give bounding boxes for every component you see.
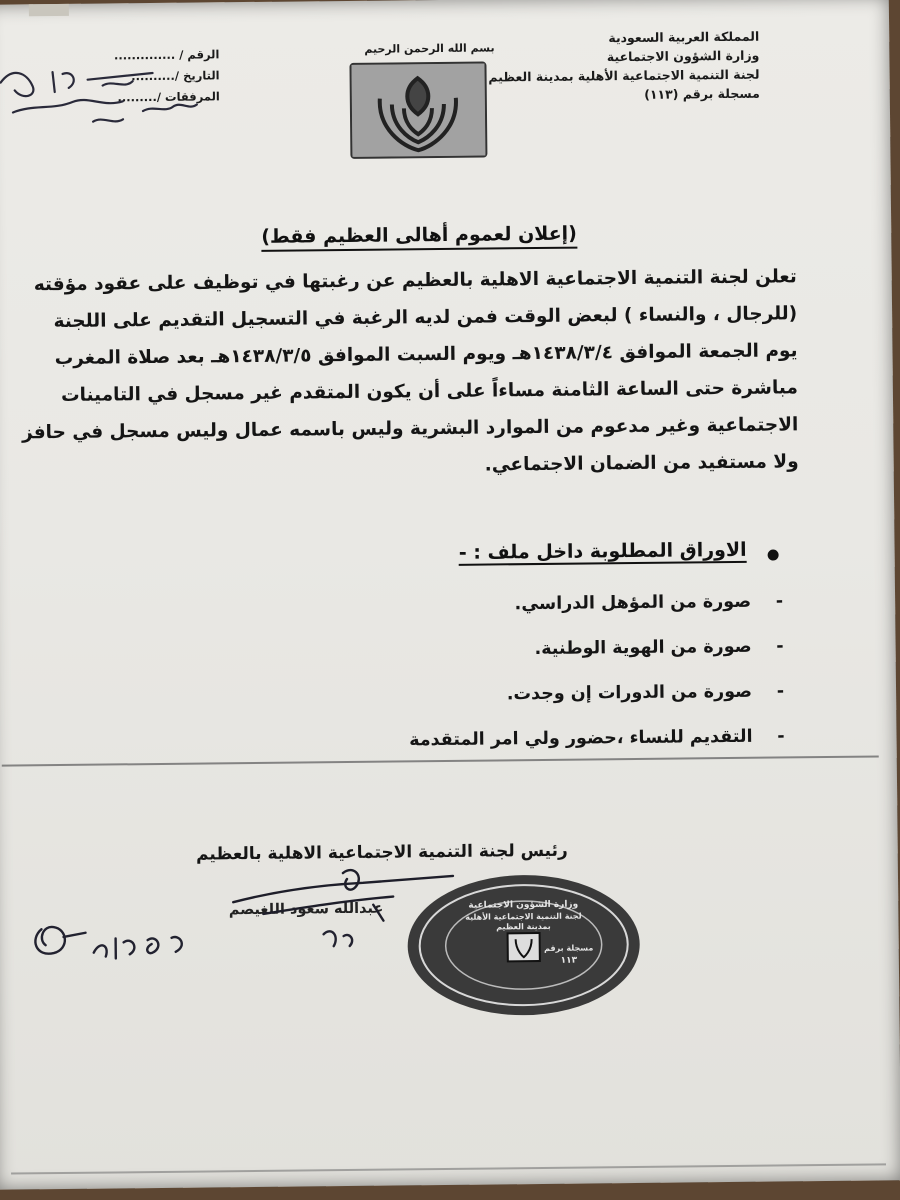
body-line: (للرجال ، والنساء ) لبعض الوقت فمن لديه الرغبة في التسجيل التقديم على اللجنة <box>53 303 798 333</box>
header-registration: مسجلة برقم (١١٣) <box>644 85 760 102</box>
paper-tab <box>29 4 69 16</box>
dash-icon: - <box>777 726 785 747</box>
signatory-name: عبدالله سعود اللغيصم <box>228 900 384 919</box>
stamp-line-reg: مسجلة برقم <box>544 943 594 953</box>
stamp-line-city: بمدينة العظيم <box>496 921 551 932</box>
dash-icon: - <box>776 681 785 702</box>
body-line: مباشرة حتى الساعة الثامنة مساءاً على أن يكون المتقدم غير مسجل في التامينات <box>60 377 798 406</box>
date-field: التاريخ /.......... <box>131 68 220 84</box>
body-line: ولا مستفيد من الضمان الاجتماعي. <box>484 451 799 476</box>
requirements-heading <box>459 539 747 564</box>
basmala: بسم الله الرحمن الرحيم <box>364 41 495 56</box>
requirement-text: التقديم للنساء ،حضور ولي امر المتقدمة <box>409 726 753 751</box>
stamp-line-ministry: وزارة الشؤون الاجتماعية <box>468 899 579 911</box>
handwritten-date-top <box>0 50 223 142</box>
requirements-list <box>408 579 785 763</box>
requirement-text: صورة من الهوية الوطنية. <box>534 636 752 660</box>
header-country: المملكة العربية السعودية <box>608 28 760 46</box>
announcement-title: (إعلان لعموم أهالى العظيم فقط) <box>261 223 577 252</box>
dash-icon: - <box>775 591 784 612</box>
body-line: الاجتماعية وغير مدعوم من الموارد البشرية وليس باسمه عمال وليس مسجل في حافز <box>21 414 799 444</box>
divider <box>11 1163 886 1174</box>
signatory-role: رئيس لجنة التنمية الاجتماعية الاهلية بالعظيم <box>195 840 568 865</box>
announcement-body <box>21 258 799 488</box>
requirements-heading-text: الاوراق المطلوبة داخل ملف : - <box>458 538 747 564</box>
requirement-text: صورة من الدورات إن وجدت. <box>506 681 753 705</box>
handwritten-date-bottom <box>23 906 384 990</box>
requirement-text: صورة من المؤهل الدراسي. <box>514 591 752 615</box>
dash-icon: - <box>776 636 784 657</box>
list-item <box>408 624 784 673</box>
header-committee: لجنة التنمية الاجتماعية الأهلية بمدينة العظيم <box>488 66 760 85</box>
bullet-icon <box>768 549 779 560</box>
logo-emblem-icon <box>351 64 485 157</box>
number-field: الرقم / .............. <box>113 47 220 63</box>
list-item <box>408 669 784 718</box>
stamp-line-committee: لجنة التنمية الاجتماعية الأهلية <box>465 911 582 922</box>
committee-logo <box>349 62 487 159</box>
official-stamp <box>403 870 645 1021</box>
header-institution <box>488 27 760 106</box>
stamp-line-number: ١١٣ <box>560 955 578 966</box>
header-ministry: وزارة الشؤون الاجتماعية <box>606 47 760 65</box>
attachments-field: المرفقات /......... <box>117 89 220 105</box>
body-line: يوم الجمعة الموافق ١٤٣٨/٣/٤هـ ويوم السبت الموافق ١٤٣٨/٣/٥هـ بعد صلاة المغرب <box>54 340 798 370</box>
list-item <box>408 579 784 628</box>
body-line: تعلن لجنة التنمية الاجتماعية الاهلية بالعظيم عن رغبتها في توظيف على عقود مؤقته <box>33 266 797 296</box>
